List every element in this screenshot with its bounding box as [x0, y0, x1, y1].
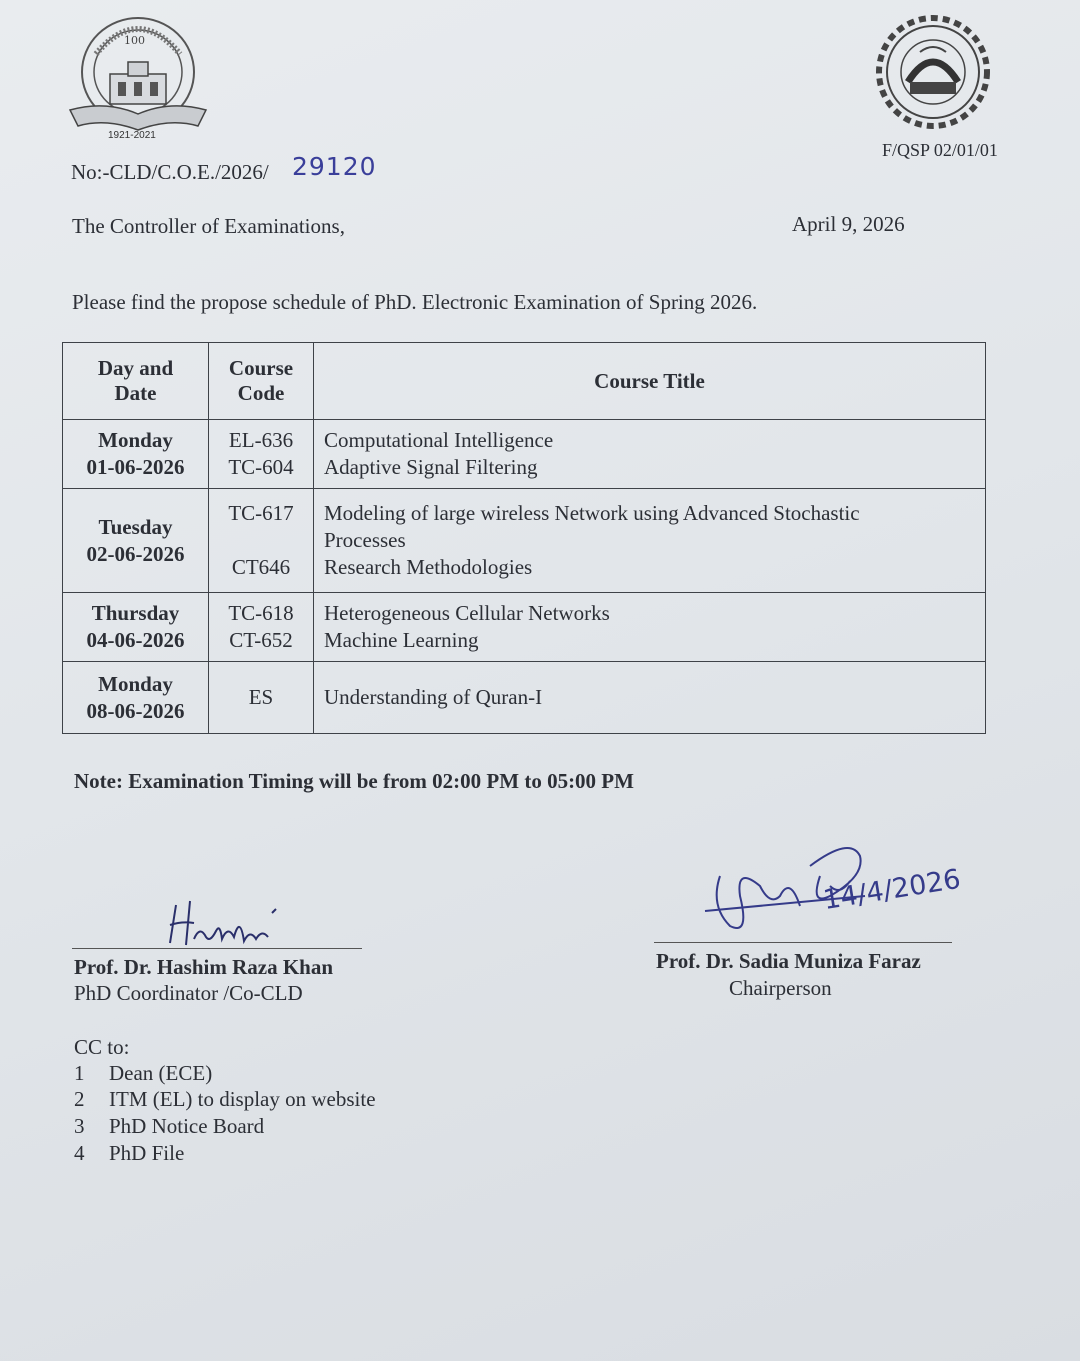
- cc-list-item: 2 ITM (EL) to display on website: [74, 1087, 376, 1111]
- form-code: F/QSP 02/01/01: [882, 140, 998, 160]
- addressee: The Controller of Examinations,: [72, 214, 345, 238]
- row-day-date: Monday 08-06-2026: [63, 662, 209, 734]
- row-day-date: Tuesday 02-06-2026: [63, 489, 209, 593]
- university-seal-logo: [868, 12, 998, 132]
- row-course-codes: TC-617 CT646: [209, 489, 314, 593]
- row-course-titles: Understanding of Quran-I: [314, 662, 986, 734]
- logo-year-range: 1921-2021: [108, 130, 156, 141]
- reference-number: No:-CLD/C.O.E./2026/: [71, 160, 269, 184]
- intro-paragraph: Please find the propose schedule of PhD. Electronic Examination of Spring 2026.: [72, 290, 758, 314]
- signature-hashmi: [160, 895, 290, 950]
- chairperson-name: Prof. Dr. Sadia Muniza Faraz: [656, 949, 921, 973]
- table-row: [63, 662, 986, 734]
- row-day-date: Monday 01-06-2026: [63, 420, 209, 489]
- cc-list-item: 3 PhD Notice Board: [74, 1114, 265, 1138]
- header-course-title: Course Title: [314, 343, 986, 420]
- header-day-date: Day and Date: [63, 343, 209, 420]
- row-course-codes: EL-636 TC-604: [209, 420, 314, 489]
- chairperson-title: Chairperson: [729, 976, 832, 1000]
- row-course-codes: ES: [209, 662, 314, 734]
- row-course-titles: Heterogeneous Cellular Networks Machine Learning: [314, 593, 986, 662]
- table-row: [63, 593, 986, 662]
- coordinator-title: PhD Coordinator /Co-CLD: [74, 981, 303, 1005]
- row-course-codes: TC-618 CT-652: [209, 593, 314, 662]
- svg-text:100: 100: [124, 34, 145, 47]
- exam-schedule-table: [62, 342, 986, 734]
- reference-number-handwritten: 29120: [292, 152, 377, 181]
- cc-list-item: 4 PhD File: [74, 1141, 185, 1165]
- table-row: [63, 489, 986, 593]
- cc-list-item: 1 Dean (ECE): [74, 1061, 213, 1085]
- signature-date-handwritten: 14/4/2026: [821, 863, 963, 916]
- header-course-code: Course Code: [209, 343, 314, 420]
- row-course-titles: Computational Intelligence Adaptive Signal Filtering: [314, 420, 986, 489]
- cc-label: CC to:: [74, 1035, 130, 1059]
- exam-timing-note: Note: Examination Timing will be from 02:00 PM to 05:00 PM: [74, 769, 634, 793]
- table-header-row: [63, 343, 986, 420]
- row-day-date: Thursday 04-06-2026: [63, 593, 209, 662]
- row-course-titles: Modeling of large wireless Network using Advanced Stochastic Processes Research Methodologies: [314, 489, 986, 593]
- coordinator-name: Prof. Dr. Hashim Raza Khan: [74, 955, 334, 979]
- signature-line-right: [654, 942, 952, 943]
- letter-date: April 9, 2026: [792, 212, 905, 236]
- table-row: [63, 420, 986, 489]
- signature-line-left: [72, 948, 362, 949]
- university-centenary-logo: [66, 14, 210, 146]
